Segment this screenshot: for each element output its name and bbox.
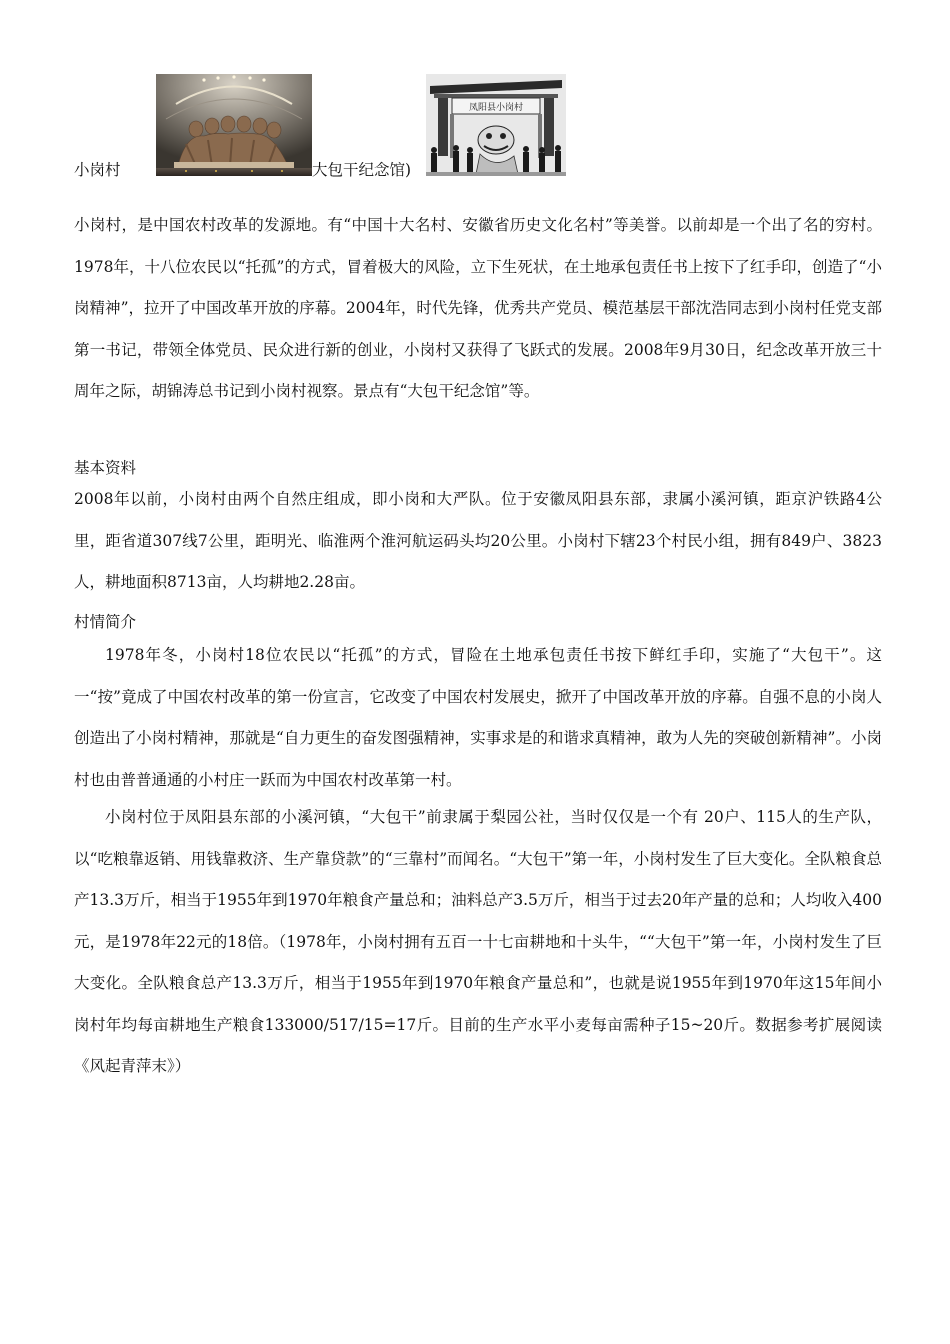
intro-paragraph: 小岗村，是中国农村改革的发源地。有“中国十大名村、安徽省历史文化名村”等美誉。以前却是一个出了名的穷村。1978年，十八位农民以“托孤”的方式，冒着极大的风险，立下生死状，在土地承包责任书上按下了红手印，创造了“小岗精神”，拉开了中国改革开放的序幕。2004年，时代先锋，优秀共产党员、模范基层干部沈浩同志到小岗村任党支部第一书记，带领全体党员、民众进行新的创业，小岗村又获得了飞跃式的发展。2008年9月30日，纪念改革开放三十周年之际，胡锦涛总书记到小岗村视察。景点有“大包干纪念馆”等。 (74, 216, 882, 400)
village-gate-photo (426, 74, 566, 176)
village-profile-paragraph-2: 小岗村位于凤阳县东部的小溪河镇，“大包干”前隶属于梨园公社，当时仅仅是一个有 20户、115人的生产队，以“吃粮靠返销、用钱靠救济、生产靠贷款”的“三靠村”而闻名。“大包干”第一年，小岗村发生了巨大变化。全队粮食总产13.3万斤，相当于1955年到1970年粮食产量总和；油料总产3.5万斤，相当于过去20年产量的总和；人均收入400元，是1978年22元的18倍。（1978年，小岗村拥有五百一十七亩耕地和十头牛，““大包干”第一年，小岗村发生了巨大变化。全队粮食总产13.3万斤，相当于1955年到1970年粮食产量总和”，也就是说1955年到1970年这15年间小岗村年均每亩耕地生产粮食133000/517/15=17斤。目前的生产水平小麦每亩需种子15~20斤。数据参考扩展阅读《风起青萍末》） (74, 808, 882, 1075)
museum-sculpture-photo (156, 74, 312, 176)
basic-info-heading: 基本资料 (74, 459, 137, 477)
caption-xiaogang: 小岗村 (74, 161, 121, 179)
gate-sign-text: 凤阳县小岗村 (468, 103, 524, 113)
basic-info-paragraph: 2008年以前，小岗村由两个自然庄组成，即小岗和大严队。位于安徽凤阳县东部，隶属小溪河镇，距京沪铁路4公里，距省道307线7公里，距明光、临淮两个淮河航运码头均20公里。小岗村下辖23个村民小组，拥有849户、3823人，耕地面积8713亩，人均耕地2.28亩。 (74, 490, 882, 591)
caption-museum: 大包干纪念馆) (312, 161, 412, 179)
header-photo-row (0, 0, 950, 190)
village-profile-heading: 村情简介 (74, 613, 137, 631)
village-profile-paragraph-1: 1978年冬，小岗村18位农民以“托孤”的方式，冒险在土地承包责任书按下鲜红手印，实施了“大包干”。这一“按”竟成了中国农村改革的第一份宣言，它改变了中国农村发展史，掀开了中国改革开放的序幕。自强不息的小岗人创造出了小岗村精神，那就是“自力更生的奋发图强精神，实事求是的和谐求真精神，敢为人先的突破创新精神”。小岗村也由普普通通的小村庄一跃而为中国农村改革第一村。 (74, 646, 882, 789)
